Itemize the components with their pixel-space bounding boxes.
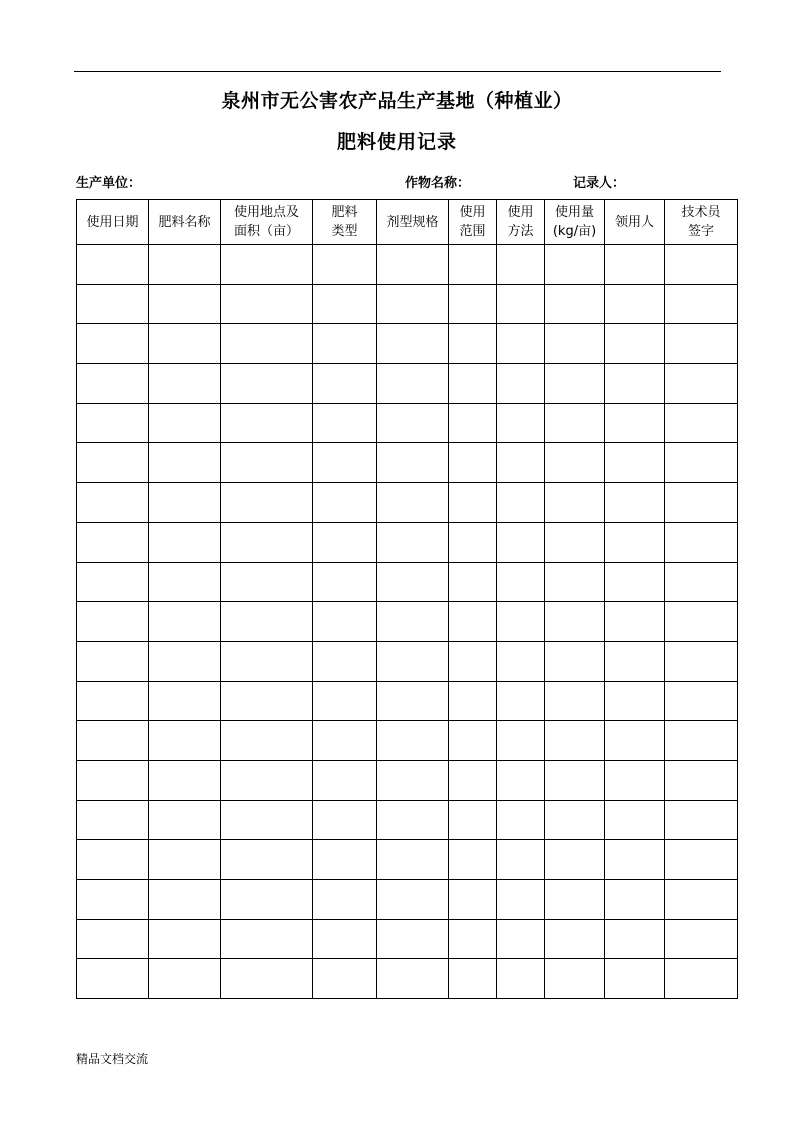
table-cell[interactable] <box>605 880 665 920</box>
table-cell[interactable] <box>149 364 221 404</box>
table-cell[interactable] <box>605 324 665 364</box>
table-cell[interactable] <box>77 602 149 642</box>
table-cell[interactable] <box>545 840 605 880</box>
table-row <box>77 245 738 285</box>
table-cell[interactable] <box>149 840 221 880</box>
production-unit-label: 生产单位： <box>76 176 142 191</box>
table-cell[interactable] <box>377 284 449 324</box>
table-row <box>77 324 738 364</box>
table-cell[interactable] <box>313 245 377 285</box>
table-cell[interactable] <box>313 840 377 880</box>
footer-text: 精品文档交流 <box>76 1052 149 1066</box>
table-cell[interactable] <box>449 602 497 642</box>
table-cell[interactable] <box>605 364 665 404</box>
table-cell[interactable] <box>449 284 497 324</box>
table-cell[interactable] <box>545 602 605 642</box>
table-cell[interactable] <box>497 522 545 562</box>
table-cell[interactable] <box>665 562 738 602</box>
table-cell[interactable] <box>313 880 377 920</box>
table-cell[interactable] <box>665 800 738 840</box>
table-cell[interactable] <box>77 721 149 761</box>
table-cell[interactable] <box>149 443 221 483</box>
table-cell[interactable] <box>665 483 738 523</box>
table-cell[interactable] <box>221 641 313 681</box>
table-cell[interactable] <box>665 760 738 800</box>
table-cell[interactable] <box>497 324 545 364</box>
table-cell[interactable] <box>449 324 497 364</box>
table-cell[interactable] <box>313 641 377 681</box>
table-cell[interactable] <box>665 919 738 959</box>
table-cell[interactable] <box>313 602 377 642</box>
table-row <box>77 840 738 880</box>
table-cell[interactable] <box>497 245 545 285</box>
header-usage-amount: 使用量 (kg/亩) <box>545 200 605 245</box>
table-cell[interactable] <box>221 324 313 364</box>
table-cell[interactable] <box>377 721 449 761</box>
table-cell[interactable] <box>497 721 545 761</box>
table-cell[interactable] <box>605 840 665 880</box>
table-cell[interactable] <box>545 245 605 285</box>
table-row <box>77 364 738 404</box>
table-cell[interactable] <box>665 721 738 761</box>
table-cell[interactable] <box>149 522 221 562</box>
table-cell[interactable] <box>377 522 449 562</box>
table-cell[interactable] <box>221 562 313 602</box>
table-cell[interactable] <box>77 324 149 364</box>
table-cell[interactable] <box>605 760 665 800</box>
table-cell[interactable] <box>377 443 449 483</box>
table-cell[interactable] <box>77 681 149 721</box>
table-cell[interactable] <box>77 562 149 602</box>
table-cell[interactable] <box>77 800 149 840</box>
table-cell[interactable] <box>497 840 545 880</box>
table-cell[interactable] <box>665 840 738 880</box>
table-cell[interactable] <box>221 602 313 642</box>
table-cell[interactable] <box>149 284 221 324</box>
table-cell[interactable] <box>377 483 449 523</box>
table-cell[interactable] <box>313 919 377 959</box>
table-cell[interactable] <box>149 641 221 681</box>
table-cell[interactable] <box>377 641 449 681</box>
table-cell[interactable] <box>449 919 497 959</box>
table-cell[interactable] <box>605 562 665 602</box>
table-cell[interactable] <box>665 880 738 920</box>
table-cell[interactable] <box>545 443 605 483</box>
table-row <box>77 880 738 920</box>
table-cell[interactable] <box>313 324 377 364</box>
table-cell[interactable] <box>221 284 313 324</box>
table-cell[interactable] <box>313 483 377 523</box>
table-cell[interactable] <box>221 483 313 523</box>
table-cell[interactable] <box>313 284 377 324</box>
header-location-area: 使用地点及 面积（亩） <box>221 200 313 245</box>
table-cell[interactable] <box>377 681 449 721</box>
table-cell[interactable] <box>77 760 149 800</box>
table-cell[interactable] <box>313 443 377 483</box>
table-cell[interactable] <box>497 760 545 800</box>
table-cell[interactable] <box>77 880 149 920</box>
table-cell[interactable] <box>497 364 545 404</box>
header-fertilizer-name: 肥料名称 <box>149 200 221 245</box>
table-cell[interactable] <box>221 959 313 999</box>
table-cell[interactable] <box>77 840 149 880</box>
table-cell[interactable] <box>313 681 377 721</box>
table-row <box>77 443 738 483</box>
table-cell[interactable] <box>221 880 313 920</box>
header-usage-scope: 使用 范围 <box>449 200 497 245</box>
table-cell[interactable] <box>605 641 665 681</box>
table-cell[interactable] <box>377 959 449 999</box>
table-cell[interactable] <box>313 364 377 404</box>
table-cell[interactable] <box>221 721 313 761</box>
table-cell[interactable] <box>497 284 545 324</box>
table-cell[interactable] <box>605 522 665 562</box>
table-cell[interactable] <box>665 284 738 324</box>
table-cell[interactable] <box>221 760 313 800</box>
table-cell[interactable] <box>497 562 545 602</box>
table-cell[interactable] <box>377 324 449 364</box>
table-cell[interactable] <box>605 403 665 443</box>
table-cell[interactable] <box>665 681 738 721</box>
table-cell[interactable] <box>497 919 545 959</box>
table-cell[interactable] <box>665 959 738 999</box>
table-cell[interactable] <box>497 443 545 483</box>
table-cell[interactable] <box>665 324 738 364</box>
table-cell[interactable] <box>449 880 497 920</box>
table-cell[interactable] <box>545 760 605 800</box>
table-cell[interactable] <box>77 959 149 999</box>
table-cell[interactable] <box>221 364 313 404</box>
table-cell[interactable] <box>149 681 221 721</box>
table-cell[interactable] <box>665 443 738 483</box>
table-cell[interactable] <box>545 681 605 721</box>
header-technician-signature: 技术员 签字 <box>665 200 738 245</box>
table-row <box>77 760 738 800</box>
table-cell[interactable] <box>497 483 545 523</box>
table-cell[interactable] <box>605 959 665 999</box>
table-cell[interactable] <box>77 641 149 681</box>
table-cell[interactable] <box>605 443 665 483</box>
table-cell[interactable] <box>665 403 738 443</box>
table-cell[interactable] <box>449 840 497 880</box>
table-cell[interactable] <box>545 562 605 602</box>
table-row <box>77 641 738 681</box>
table-cell[interactable] <box>545 284 605 324</box>
table-cell[interactable] <box>77 919 149 959</box>
table-cell[interactable] <box>605 284 665 324</box>
header-formulation-spec: 剂型规格 <box>377 200 449 245</box>
table-cell[interactable] <box>149 562 221 602</box>
table-cell[interactable] <box>313 403 377 443</box>
table-cell[interactable] <box>377 403 449 443</box>
table-cell[interactable] <box>545 364 605 404</box>
table-cell[interactable] <box>605 245 665 285</box>
table-row <box>77 721 738 761</box>
table-row <box>77 959 738 999</box>
table-cell[interactable] <box>221 443 313 483</box>
table-cell[interactable] <box>313 562 377 602</box>
table-cell[interactable] <box>497 681 545 721</box>
table-cell[interactable] <box>221 840 313 880</box>
header-usage-date: 使用日期 <box>77 200 149 245</box>
table-cell[interactable] <box>605 721 665 761</box>
crop-name-label: 作物名称： <box>405 176 471 191</box>
table-cell[interactable] <box>149 760 221 800</box>
table-cell[interactable] <box>77 522 149 562</box>
table-cell[interactable] <box>545 800 605 840</box>
table-cell[interactable] <box>149 483 221 523</box>
table-cell[interactable] <box>605 602 665 642</box>
header-recipient: 领用人 <box>605 200 665 245</box>
table-header-row <box>77 200 738 245</box>
table-cell[interactable] <box>449 959 497 999</box>
table-cell[interactable] <box>449 562 497 602</box>
recorder-label: 记录人： <box>573 176 626 191</box>
table-cell[interactable] <box>497 800 545 840</box>
table-cell[interactable] <box>665 245 738 285</box>
table-cell[interactable] <box>497 959 545 999</box>
table-cell[interactable] <box>149 324 221 364</box>
header-usage-method: 使用 方法 <box>497 200 545 245</box>
table-cell[interactable] <box>149 245 221 285</box>
table-row <box>77 522 738 562</box>
table-cell[interactable] <box>149 800 221 840</box>
document-title: 泉州市无公害农产品生产基地（种植业） <box>221 90 573 112</box>
table-cell[interactable] <box>313 522 377 562</box>
table-cell[interactable] <box>377 562 449 602</box>
table-cell[interactable] <box>545 641 605 681</box>
table-cell[interactable] <box>449 800 497 840</box>
document-subtitle: 肥料使用记录 <box>336 131 457 153</box>
table-cell[interactable] <box>545 721 605 761</box>
table-cell[interactable] <box>497 641 545 681</box>
table-cell[interactable] <box>221 403 313 443</box>
table-cell[interactable] <box>221 800 313 840</box>
table-cell[interactable] <box>605 800 665 840</box>
table-cell[interactable] <box>665 522 738 562</box>
table-cell[interactable] <box>149 721 221 761</box>
table-cell[interactable] <box>377 880 449 920</box>
table-cell[interactable] <box>449 721 497 761</box>
table-row <box>77 483 738 523</box>
table-cell[interactable] <box>545 522 605 562</box>
table-cell[interactable] <box>149 602 221 642</box>
table-cell[interactable] <box>149 403 221 443</box>
table-cell[interactable] <box>497 403 545 443</box>
table-cell[interactable] <box>221 522 313 562</box>
table-cell[interactable] <box>377 800 449 840</box>
table-cell[interactable] <box>449 245 497 285</box>
table-cell[interactable] <box>545 919 605 959</box>
table-cell[interactable] <box>77 403 149 443</box>
table-cell[interactable] <box>377 760 449 800</box>
table-cell[interactable] <box>377 602 449 642</box>
table-row <box>77 284 738 324</box>
top-rule <box>74 71 721 72</box>
table-cell[interactable] <box>665 641 738 681</box>
table-cell[interactable] <box>149 959 221 999</box>
table-row <box>77 681 738 721</box>
table-cell[interactable] <box>605 919 665 959</box>
table-cell[interactable] <box>377 840 449 880</box>
table-cell[interactable] <box>605 681 665 721</box>
table-cell[interactable] <box>77 245 149 285</box>
table-cell[interactable] <box>313 800 377 840</box>
table-row <box>77 403 738 443</box>
table-cell[interactable] <box>313 721 377 761</box>
table-cell[interactable] <box>545 403 605 443</box>
table-cell[interactable] <box>665 602 738 642</box>
table-cell[interactable] <box>449 641 497 681</box>
table-cell[interactable] <box>545 959 605 999</box>
table-cell[interactable] <box>449 681 497 721</box>
table-cell[interactable] <box>497 880 545 920</box>
table-cell[interactable] <box>497 602 545 642</box>
header-fertilizer-type: 肥料 类型 <box>313 200 377 245</box>
table-cell[interactable] <box>377 364 449 404</box>
table-cell[interactable] <box>221 919 313 959</box>
table-row <box>77 800 738 840</box>
table-cell[interactable] <box>313 959 377 999</box>
table-cell[interactable] <box>449 364 497 404</box>
table-cell[interactable] <box>449 443 497 483</box>
table-cell[interactable] <box>77 483 149 523</box>
table-cell[interactable] <box>605 483 665 523</box>
fertilizer-usage-table <box>76 199 738 999</box>
table-cell[interactable] <box>313 760 377 800</box>
table-cell[interactable] <box>545 324 605 364</box>
table-cell[interactable] <box>449 522 497 562</box>
table-cell[interactable] <box>149 919 221 959</box>
table-cell[interactable] <box>449 760 497 800</box>
table-cell[interactable] <box>449 403 497 443</box>
table-cell[interactable] <box>377 919 449 959</box>
table-row <box>77 919 738 959</box>
table-cell[interactable] <box>77 364 149 404</box>
table-cell[interactable] <box>545 880 605 920</box>
table-row <box>77 562 738 602</box>
table-cell[interactable] <box>149 880 221 920</box>
table-cell[interactable] <box>221 245 313 285</box>
table-cell[interactable] <box>221 681 313 721</box>
table-body <box>77 245 738 999</box>
table-cell[interactable] <box>665 364 738 404</box>
table-row <box>77 602 738 642</box>
table-cell[interactable] <box>545 483 605 523</box>
table-cell[interactable] <box>377 245 449 285</box>
table-cell[interactable] <box>77 443 149 483</box>
table-cell[interactable] <box>449 483 497 523</box>
table-cell[interactable] <box>77 284 149 324</box>
